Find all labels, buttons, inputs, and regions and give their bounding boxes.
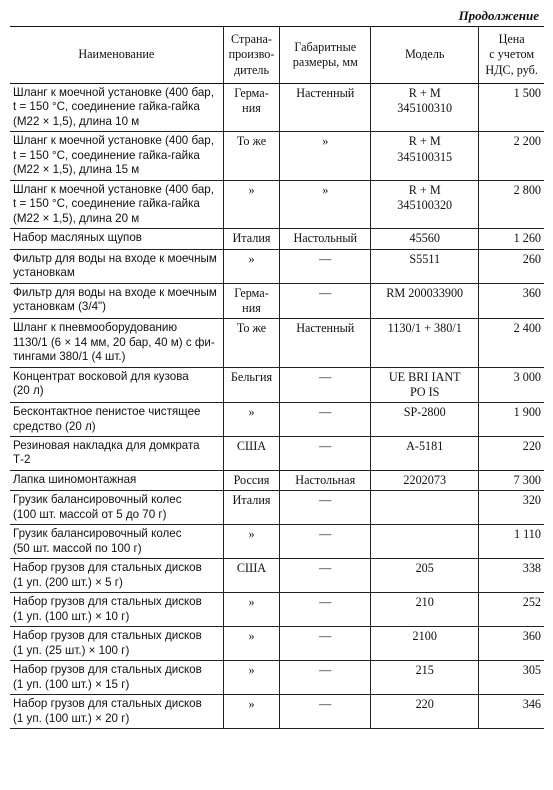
cell-name: Грузик балансировочный колес (50 шт. массой по 100 г): [10, 525, 223, 559]
cell-name: Грузик балансировочный колес (100 шт. массой от 5 до 70 г): [10, 491, 223, 525]
cell-price: 220: [479, 437, 544, 471]
table-header: [10, 27, 544, 84]
cell-dimensions: —: [280, 525, 371, 559]
cell-country: »: [223, 661, 280, 695]
cell-name: Фильтр для воды на входе к моечным установкам (3/4"): [10, 283, 223, 319]
cell-price: 305: [479, 661, 544, 695]
cell-country: »: [223, 593, 280, 627]
cell-price: 1 500: [479, 84, 544, 132]
header-model: Модель: [371, 27, 479, 84]
table-row: [10, 132, 544, 180]
cell-name: Набор грузов для стальных дисков (1 уп. (100 шт.) × 15 г): [10, 661, 223, 695]
cell-dimensions: —: [280, 593, 371, 627]
cell-name: Бесконтактное пенистое чистящее средство (20 л): [10, 403, 223, 437]
cell-price: 7 300: [479, 470, 544, 490]
cell-dimensions: —: [280, 491, 371, 525]
cell-price: 320: [479, 491, 544, 525]
header-row: [10, 27, 544, 84]
cell-dimensions: —: [280, 283, 371, 319]
table-row: [10, 593, 544, 627]
cell-country: США: [223, 437, 280, 471]
cell-model: [371, 525, 479, 559]
cell-price: 1 260: [479, 229, 544, 249]
cell-price: 260: [479, 249, 544, 283]
cell-name: Шланг к моечной установке (400 бар, t = 150 °C, соединение гайка-гайка (M22 × 1,5), длина 20 м: [10, 180, 223, 228]
table-body: [10, 84, 544, 729]
header-price: Цена с учетом НДС, руб.: [479, 27, 544, 84]
cell-name: Набор грузов для стальных дисков (1 уп. (25 шт.) × 100 г): [10, 627, 223, 661]
header-dimensions: Габаритные размеры, мм: [280, 27, 371, 84]
table-row: [10, 437, 544, 471]
table-row: [10, 627, 544, 661]
cell-country: США: [223, 559, 280, 593]
cell-country: То же: [223, 132, 280, 180]
cell-name: Фильтр для воды на входе к моечным установкам: [10, 249, 223, 283]
cell-country: Герма- ния: [223, 283, 280, 319]
cell-dimensions: —: [280, 559, 371, 593]
cell-model: S5511: [371, 249, 479, 283]
table-row: [10, 470, 544, 490]
cell-country: Герма- ния: [223, 84, 280, 132]
cell-country: »: [223, 627, 280, 661]
table-row: [10, 319, 544, 367]
cell-price: 3 000: [479, 367, 544, 403]
cell-country: »: [223, 525, 280, 559]
cell-dimensions: —: [280, 661, 371, 695]
cell-dimensions: —: [280, 695, 371, 729]
table-row: [10, 491, 544, 525]
cell-dimensions: —: [280, 403, 371, 437]
cell-model: 2100: [371, 627, 479, 661]
cell-dimensions: Настольный: [280, 229, 371, 249]
table-row: [10, 84, 544, 132]
cell-price: 1 900: [479, 403, 544, 437]
cell-name: Набор грузов для стальных дисков (1 уп. (200 шт.) × 5 г): [10, 559, 223, 593]
price-table: [10, 26, 544, 729]
cell-model: 1130/1 + 380/1: [371, 319, 479, 367]
cell-country: Италия: [223, 491, 280, 525]
cell-country: »: [223, 403, 280, 437]
table-row: [10, 283, 544, 319]
cell-name: Набор грузов для стальных дисков (1 уп. (100 шт.) × 20 г): [10, 695, 223, 729]
cell-model: R + M 345100315: [371, 132, 479, 180]
cell-name: Концентрат восковой для кузова (20 л): [10, 367, 223, 403]
cell-dimensions: —: [280, 367, 371, 403]
cell-price: 360: [479, 283, 544, 319]
cell-dimensions: »: [280, 180, 371, 228]
cell-name: Шланг к моечной установке (400 бар, t = 150 °C, соединение гайка-гайка (M22 × 1,5), длина 15 м: [10, 132, 223, 180]
table-row: [10, 249, 544, 283]
cell-price: 252: [479, 593, 544, 627]
cell-model: 210: [371, 593, 479, 627]
cell-model: UE BRI IANT PO IS: [371, 367, 479, 403]
cell-price: 360: [479, 627, 544, 661]
cell-price: 338: [479, 559, 544, 593]
cell-model: RM 200033900: [371, 283, 479, 319]
cell-country: »: [223, 180, 280, 228]
continued-label: Продолжение: [458, 8, 539, 23]
table-row: [10, 403, 544, 437]
cell-country: Бельгия: [223, 367, 280, 403]
table-row: [10, 229, 544, 249]
cell-country: Италия: [223, 229, 280, 249]
cell-model: A-5181: [371, 437, 479, 471]
cell-model: 205: [371, 559, 479, 593]
header-name: Наименование: [10, 27, 223, 84]
table-row: [10, 661, 544, 695]
cell-model: 2202073: [371, 470, 479, 490]
cell-name: Шланг к моечной установке (400 бар, t = 150 °C, соединение гайка-гайка (M22 × 1,5), длина 10 м: [10, 84, 223, 132]
header-country: Страна- произво- дитель: [223, 27, 280, 84]
table-row: [10, 559, 544, 593]
cell-price: 346: [479, 695, 544, 729]
cell-name: Набор масляных щупов: [10, 229, 223, 249]
cell-name: Шланг к пневмооборудованию 1130/1 (6 × 14 мм, 20 бар, 40 м) с фи- тингами 380/1 (4 шт.): [10, 319, 223, 367]
cell-price: 2 800: [479, 180, 544, 228]
cell-country: Россия: [223, 470, 280, 490]
table-row: [10, 367, 544, 403]
cell-dimensions: —: [280, 627, 371, 661]
table-row: [10, 525, 544, 559]
cell-price: 2 400: [479, 319, 544, 367]
cell-model: 45560: [371, 229, 479, 249]
cell-model: 215: [371, 661, 479, 695]
cell-model: 220: [371, 695, 479, 729]
cell-dimensions: Настенный: [280, 319, 371, 367]
cell-country: »: [223, 695, 280, 729]
table-row: [10, 695, 544, 729]
cell-model: SP-2800: [371, 403, 479, 437]
cell-dimensions: »: [280, 132, 371, 180]
cell-name: Лапка шиномонтажная: [10, 470, 223, 490]
cell-country: »: [223, 249, 280, 283]
cell-model: R + M 345100310: [371, 84, 479, 132]
cell-model: R + M 345100320: [371, 180, 479, 228]
cell-model: [371, 491, 479, 525]
cell-name: Набор грузов для стальных дисков (1 уп. (100 шт.) × 10 г): [10, 593, 223, 627]
cell-dimensions: Настольная: [280, 470, 371, 490]
cell-dimensions: Настенный: [280, 84, 371, 132]
cell-price: 1 110: [479, 525, 544, 559]
cell-name: Резиновая накладка для домкрата Т-2: [10, 437, 223, 471]
cell-country: То же: [223, 319, 280, 367]
cell-dimensions: —: [280, 249, 371, 283]
cell-price: 2 200: [479, 132, 544, 180]
table-row: [10, 180, 544, 228]
cell-dimensions: —: [280, 437, 371, 471]
